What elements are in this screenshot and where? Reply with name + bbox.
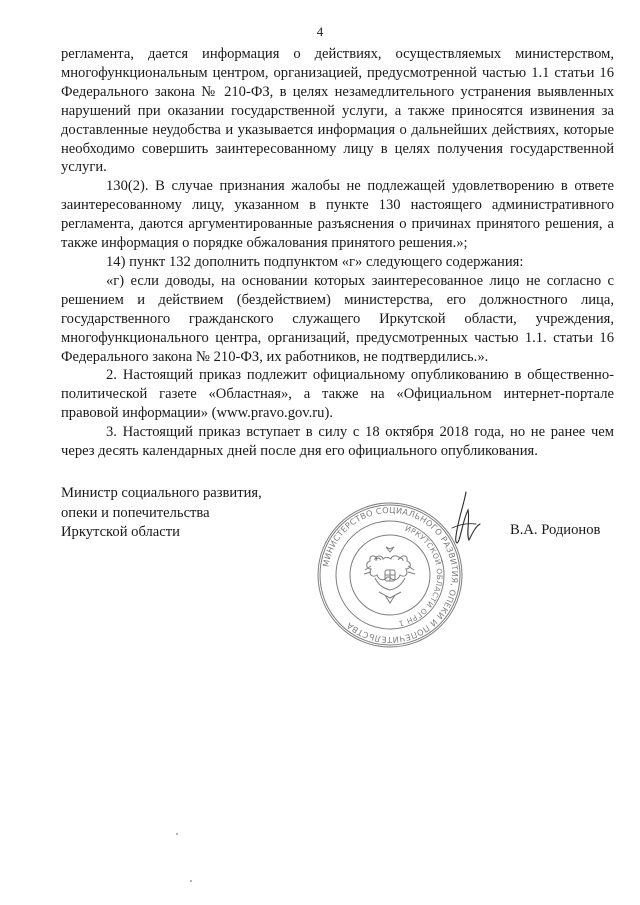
signer-position-line: Министр социального развития, — [61, 485, 262, 501]
page-number: 4 — [316, 24, 324, 39]
paragraph-subitem-g: «г) если доводы, на основании которых заинтересованное лицо не согласно с решением и действием (бездействием) министерства, его должностного лица, государственного гражданского служащего Иркутской области, учреждения, многофункционального центра, организаций, предусмотренных частью 1.1. статьи 16 Федерального закона № 210-ФЗ, их работников, не подтвердились.». — [61, 272, 614, 365]
paragraph-continuation: регламента, дается информация о действиях, осуществляемых министерством, многофункциональным центром, организацией, предусмотренной частью 1.1 статьи 16 Федерального закона № 210-ФЗ, в целях незамедлительного устранения выявленных нарушений при оказании государственной услуги, а также приносятся извинения за доставленные неудобства и указывается информация о дальнейших действиях, которые необходимо совершить заинтересованному лицу в целях получения государственной услуги. — [61, 46, 614, 176]
paragraph-item-14: 14) пункт 132 дополнить подпунктом «г» следующего содержания: — [106, 253, 524, 270]
signer-name: В.А. Родионов — [510, 522, 601, 538]
seal-outer-text: МИНИСТЕРСТВО СОЦИАЛЬНОГО РАЗВИТИЯ, ОПЕКИ И ПОПЕЧИТЕЛЬСТВА — [320, 504, 461, 646]
seal-inner-text: ИРКУТСКОЙ ОБЛАСТИ ОГРН 1 — [397, 523, 445, 629]
handwritten-signature — [442, 490, 486, 550]
paragraph-130-2: 130(2). В случае признания жалобы не подлежащей удовлетворению в ответе заинтересованному лицу, указанном в пункте 130 настоящего административного регламента, даются аргументированные разъяснения о причинах принятого решения, а также информация о порядке обжалования принятого решения.»; — [61, 178, 614, 252]
paragraph-clause-2: 2. Настоящий приказ подлежит официальному опубликованию в общественно-политической газете «Областная», а также на «Официальном интернет-портале правовой информации» (www.pravo.gov.ru). — [61, 367, 614, 422]
signer-position — [61, 484, 301, 543]
scan-speck — [190, 880, 192, 882]
scan-speck — [176, 833, 178, 835]
signer-position-line: опеки и попечительства — [61, 504, 210, 521]
signer-position-line: Иркутской области — [61, 524, 180, 540]
document-body — [61, 45, 614, 461]
paragraph-clause-3: 3. Настоящий приказ вступает в силу с 18 октября 2018 года, но не ранее чем через десять календарных дней после дня его официального опубликования. — [61, 424, 614, 460]
eagle-emblem-icon — [364, 547, 415, 603]
